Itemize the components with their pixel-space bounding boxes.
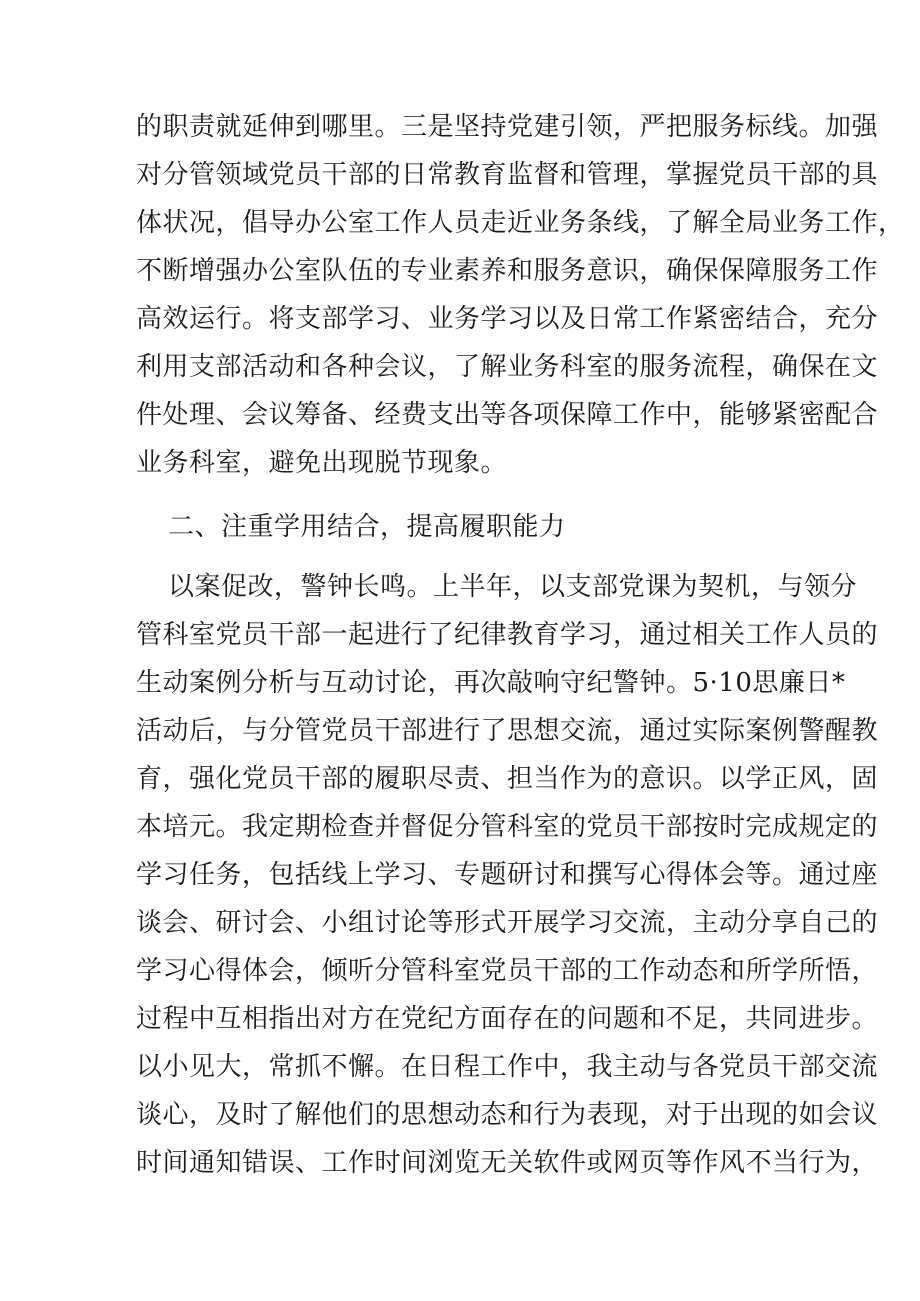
paragraph-2-line-7: 学习任务，包括线上学习、专题研讨和撰写心得体会等。通过座 <box>136 860 879 890</box>
section-heading: 二、注重学用结合，提高履职能力 <box>168 512 566 542</box>
paragraph-2-line-1: 以案促改，警钟长鸣。上半年，以支部党课为契机，与领分 <box>168 572 858 602</box>
paragraph-1-line-8: 业务科室，避免出现脱节现象。 <box>136 448 508 478</box>
paragraph-2-line-11: 以小见大，常抓不懈。在日程工作中，我主动与各党员干部交流 <box>136 1052 879 1082</box>
paragraph-2-line-9: 学习心得体会，倾听分管科室党员干部的工作动态和所学所悟， <box>136 956 879 986</box>
paragraph-2-line-3: 生动案例分析与互动讨论，再次敲响守纪警钟。5·10思廉日* <box>136 668 846 698</box>
paragraph-2-line-4: 活动后，与分管党员干部进行了思想交流，通过实际案例警醒教 <box>136 716 879 746</box>
paragraph-1-line-7: 件处理、会议筹备、经费支出等各项保障工作中，能够紧密配合 <box>136 400 879 430</box>
paragraph-2-line-5: 育，强化党员干部的履职尽责、担当作为的意识。以学正风，固 <box>136 764 879 794</box>
paragraph-2-line-8: 谈会、研讨会、小组讨论等形式开展学习交流，主动分享自己的 <box>136 908 879 938</box>
paragraph-2-line-10: 过程中互相指出对方在党纪方面存在的问题和不足，共同进步。 <box>136 1004 879 1034</box>
paragraph-2-line-12: 谈心，及时了解他们的思想动态和行为表现，对于出现的如会议 <box>136 1100 879 1130</box>
paragraph-1-line-2: 对分管领域党员干部的日常教育监督和管理，掌握党员干部的具 <box>136 160 879 190</box>
paragraph-1-line-4: 不断增强办公室队伍的专业素养和服务意识，确保保障服务工作 <box>136 256 879 286</box>
paragraph-1-line-3: 体状况，倡导办公室工作人员走近业务条线，了解全局业务工作， <box>136 208 905 238</box>
paragraph-1-line-5: 高效运行。将支部学习、业务学习以及日常工作紧密结合，充分 <box>136 304 879 334</box>
paragraph-2-line-13: 时间通知错误、工作时间浏览无关软件或网页等作风不当行为， <box>136 1148 879 1178</box>
paragraph-1-line-6: 利用支部活动和各种会议，了解业务科室的服务流程，确保在文 <box>136 352 879 382</box>
paragraph-1-line-1: 的职责就延伸到哪里。三是坚持党建引领，严把服务标线。加强 <box>136 112 879 142</box>
paragraph-2-line-2: 管科室党员干部一起进行了纪律教育学习，通过相关工作人员的 <box>136 620 879 650</box>
paragraph-2-line-6: 本培元。我定期检查并督促分管科室的党员干部按时完成规定的 <box>136 812 879 842</box>
